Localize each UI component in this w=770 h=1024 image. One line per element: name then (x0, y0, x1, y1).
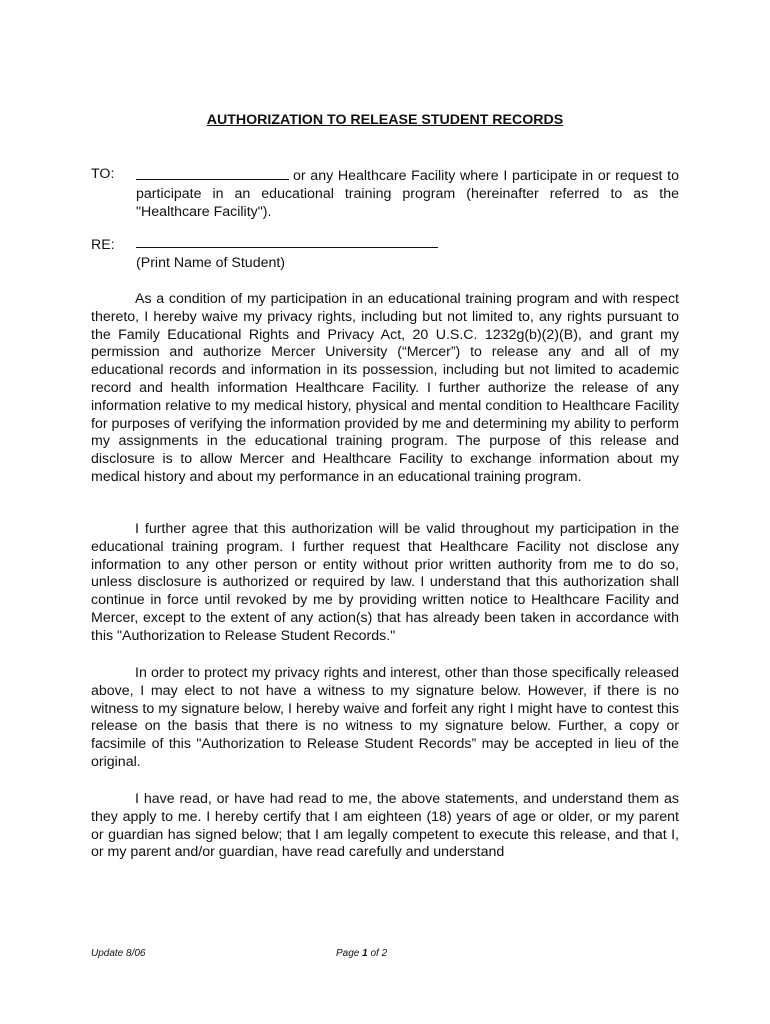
paragraph-witness: In order to protect my privacy rights and interest, other than those specifically released above, I may elect to not have a witness to my signature below. However, if there is no witness to my signature below, I hereby waive and forfeit any right I might have to contest this release on the basis that there is no witness to my signature below. Further, a copy or facsimile of this "Authorization to Release Student Records” may be accepted in lieu of the original. (91, 665, 679, 770)
page-current: 1 (362, 948, 368, 959)
footer-page-number (336, 948, 387, 959)
document-title: AUTHORIZATION TO RELEASE STUDENT RECORDS (206, 112, 564, 128)
page-prefix: Page (336, 948, 360, 959)
to-text: or any Healthcare Facility where I participate in or request to participate in an educational training program (hereinafter referred to as the "Healthcare Facility"). (136, 168, 679, 220)
re-content (136, 237, 679, 272)
to-content (136, 166, 679, 221)
paragraph-certification: I have read, or have had read to me, the above statements, and understand them as they apply to me. I hereby certify that I am eighteen (18) years of age or older, or my parent or guardian has signed below; that I am legally competent to execute this release, and that I, or my parent and/or guardian, have read carefully and understand (91, 791, 679, 861)
page-total: of 2 (370, 948, 388, 959)
paragraph-validity: I further agree that this authorization will be valid throughout my participation in the educational training program. I further request that Healthcare Facility not disclose any information to any other person or entity without prior written authority from me to do so, unless disclosure is authorized or required by law. I understand that this authorization shall continue in force until revoked by me by providing written notice to Healthcare Facility and Mercer, except to the extent of any action(s) that has already been taken in accordance with this "Authorization to Release Student Records." (91, 521, 679, 644)
student-name-line[interactable] (136, 237, 438, 248)
footer-update: Update 8/06 (91, 948, 146, 959)
paragraph-consent: As a condition of my participation in an educational training program and with respect thereto, I hereby waive my privacy rights, including but not limited to, any rights pursuant to the Family Educational Rights and Privacy Act, 20 U.S.C. 1232g(b)(2)(B), and grant my permission and authorize Mercer University (“Mercer”) to release any and all of my educational records and information in its possession, including but not limited to academic record and health information Healthcare Facility. I further authorize the release of any information relative to my medical history, physical and mental condition to Healthcare Facility for purposes of verifying the information provided by me and determining my ability to perform my assignments in the educational training program. The purpose of this release and disclosure is to allow Mercer and Healthcare Facility to exchange information about my medical history and about my performance in an educational training program. (91, 291, 679, 485)
re-label: RE: (91, 237, 115, 253)
to-label: TO: (91, 166, 115, 182)
facility-blank[interactable] (136, 166, 289, 180)
student-name-caption: (Print Name of Student) (136, 255, 286, 271)
